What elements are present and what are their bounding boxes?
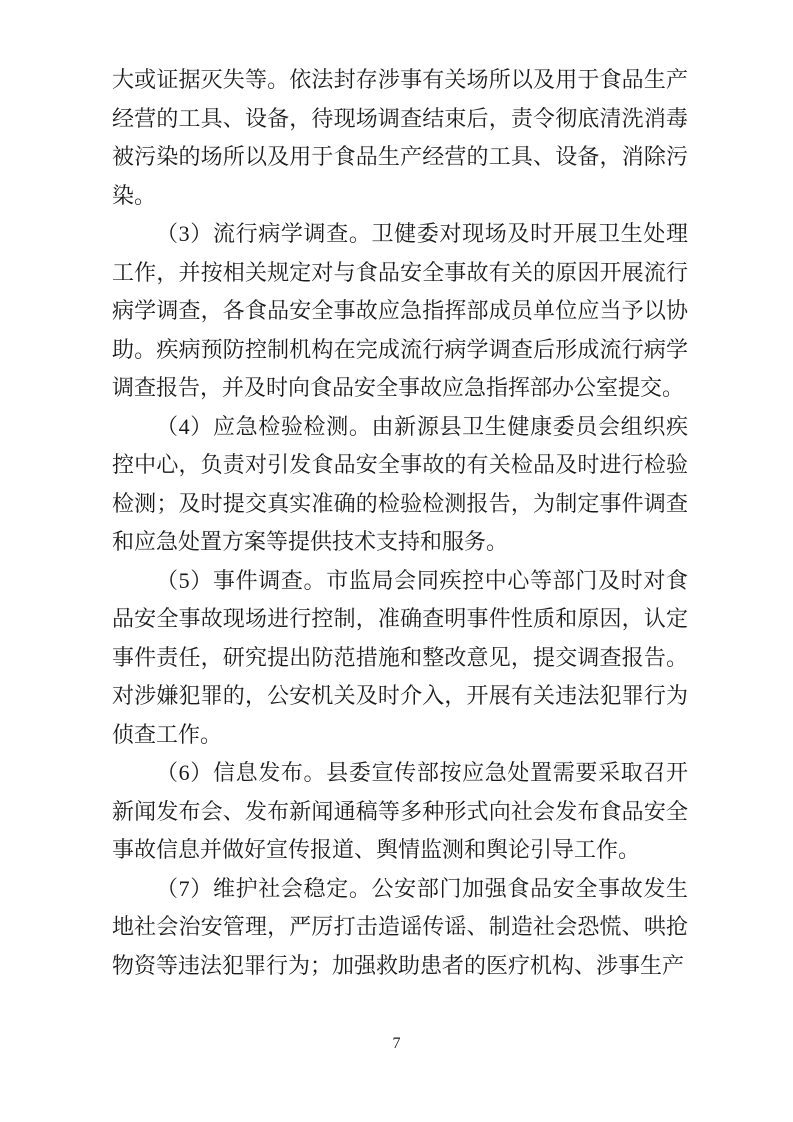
paragraph-item-6: （6）信息发布。县委宣传部按应急处置需要采取召开新闻发布会、发布新闻通稿等多种形式向社会发布食品安全事故信息并做好宣传报道、舆情监测和舆论引导工作。 <box>112 760 688 862</box>
paragraph-item-7: （7）维护社会稳定。公安部门加强食品安全事故发生地社会治安管理，严厉打击造谣传谣、制造社会恐慌、哄抢物资等违法犯罪行为；加强救助患者的医疗机构、涉事生产 <box>112 875 688 978</box>
page-number: 7 <box>392 1035 401 1052</box>
paragraph-continuation: 大或证据灭失等。依法封存涉事有关场所以及用于食品生产经营的工具、设备，待现场调查结束后，责令彻底清洗消毒被污染的场所以及用于食品生产经营的工具、设备，消除污染。 <box>112 67 688 208</box>
document-body-text <box>112 61 688 985</box>
paragraph-item-5: （5）事件调查。市监局会同疾控中心等部门及时对食品安全事故现场进行控制，准确查明事件性质和原因，认定事件责任，研究提出防范措施和整改意见，提交调查报告。对涉嫌犯罪的，公安机关及时介入，开展有关违法犯罪行为侦查工作。 <box>112 567 688 747</box>
paragraph-item-3: （3）流行病学调查。卫健委对现场及时开展卫生处理工作，并按相关规定对与食品安全事故有关的原因开展流行病学调查，各食品安全事故应急指挥部成员单位应当予以协助。疾病预防控制机构在完成流行病学调查后形成流行病学调查报告，并及时向食品安全事故应急指挥部办公室提交。 <box>112 221 688 400</box>
paragraph-item-4: （4）应急检验检测。由新源县卫生健康委员会组织疾控中心，负责对引发食品安全事故的有关检品及时进行检验检测；及时提交真实准确的检验检测报告，为制定事件调查和应急处置方案等提供技术支持和服务。 <box>112 413 688 554</box>
